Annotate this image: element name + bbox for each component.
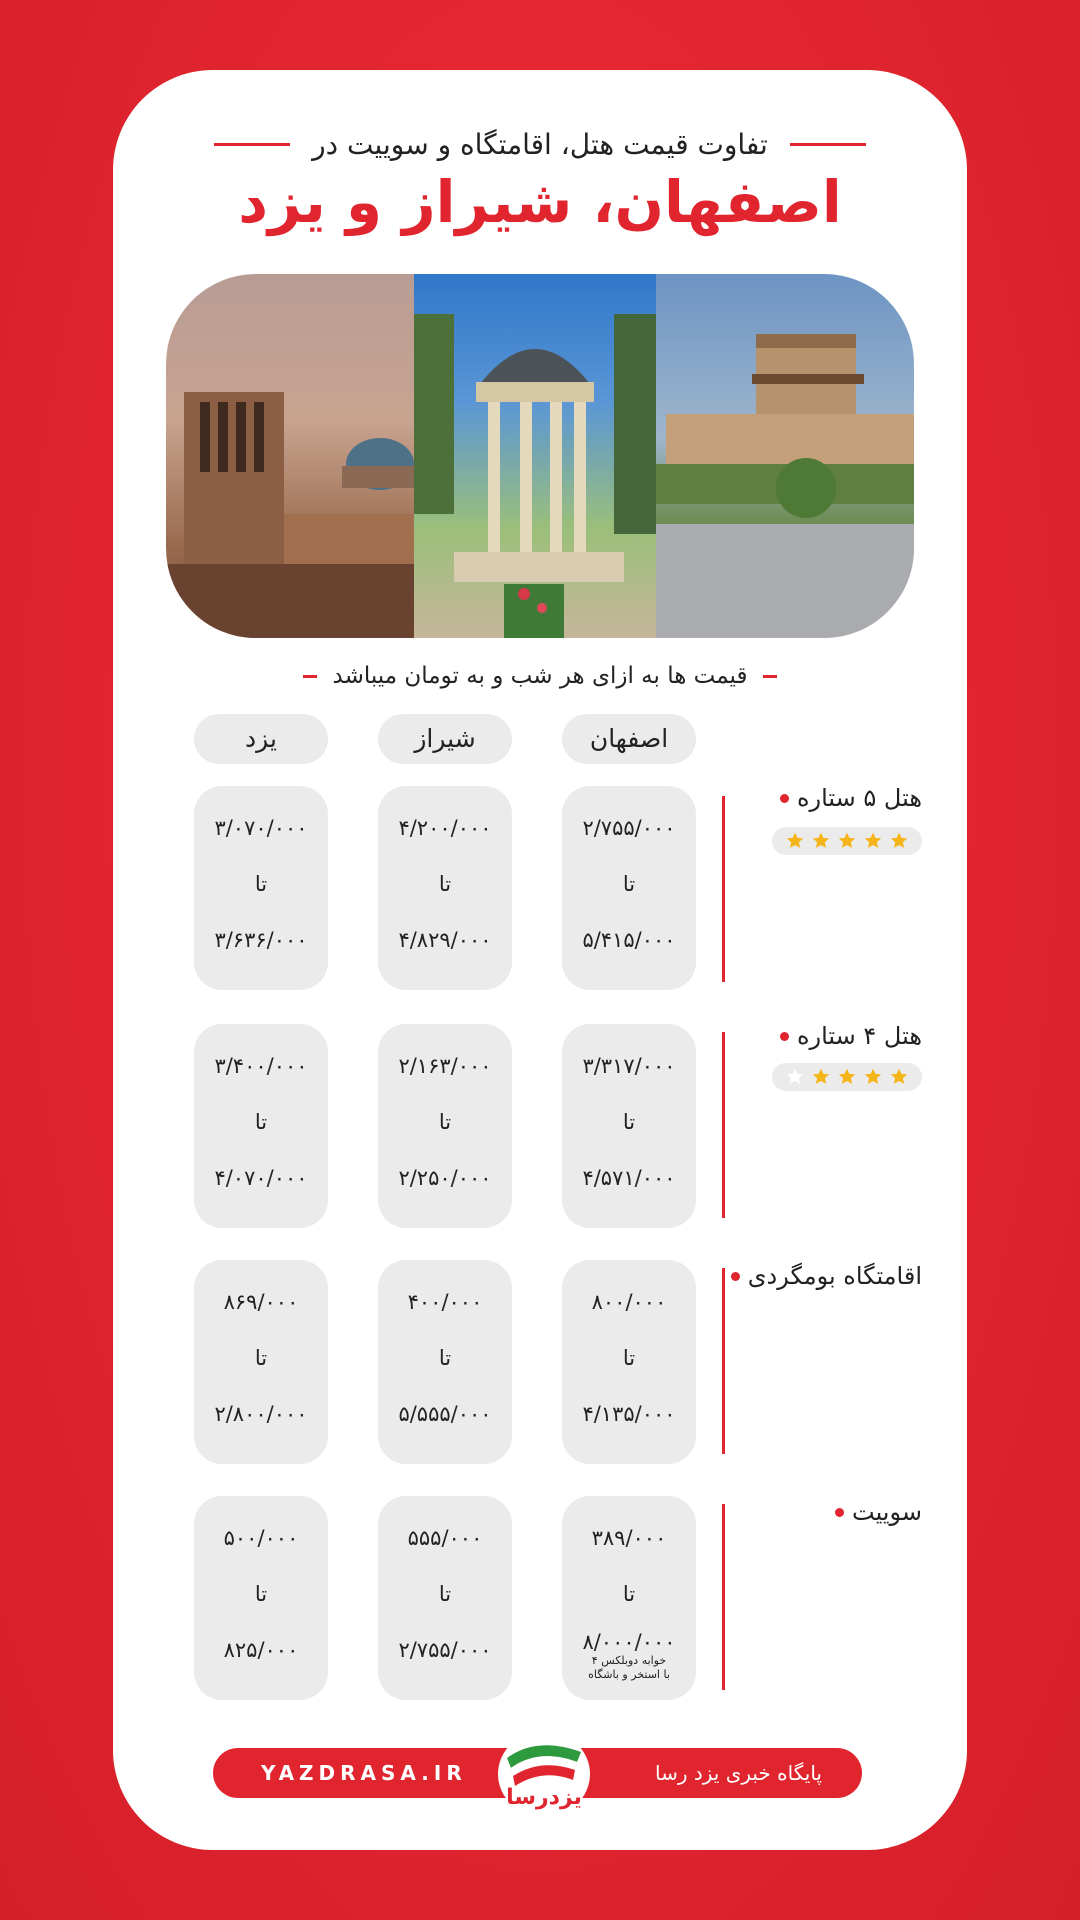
price-to: ۴/۸۲۹/۰۰۰ <box>398 928 492 952</box>
price-cell-isfahan-ecolodge <box>562 1260 696 1464</box>
row-label-text: هتل ۵ ستاره <box>796 784 922 812</box>
price-sep: تا <box>438 1110 452 1134</box>
bullet-dot-icon <box>780 794 789 803</box>
row-label-suite <box>835 1498 922 1526</box>
price-cell-shiraz-4star <box>378 1024 512 1228</box>
star-icon <box>889 831 909 851</box>
price-notice: قیمت ها به ازای هر شب و به تومان میباشد <box>332 663 748 689</box>
subtitle-row <box>0 122 1080 166</box>
row-label-text: سوییت <box>852 1498 922 1526</box>
price-sep: تا <box>622 1346 636 1370</box>
star-icon <box>811 831 831 851</box>
price-from: ۴۰۰/۰۰۰ <box>407 1290 483 1314</box>
star-icon <box>863 1067 883 1087</box>
row-divider-line <box>722 1032 725 1218</box>
price-from: ۳/۳۱۷/۰۰۰ <box>582 1054 676 1078</box>
yazdrasa-logo <box>497 1730 591 1818</box>
yazd-photo <box>166 274 414 638</box>
logo-text: یزدرسا <box>506 1785 582 1810</box>
price-cell-yazd-5star <box>194 786 328 990</box>
price-to: ۵/۴۱۵/۰۰۰ <box>582 928 676 952</box>
star-icon <box>837 1067 857 1087</box>
row-label-eco-lodge <box>731 1262 922 1290</box>
price-sep: تا <box>438 1346 452 1370</box>
star-empty-icon <box>785 1067 805 1087</box>
notice-left-dash <box>303 675 317 678</box>
price-cell-shiraz-5star <box>378 786 512 990</box>
price-note-line: با استخر و باشگاه <box>588 1668 670 1681</box>
price-to: ۸/۰۰۰/۰۰۰ <box>582 1630 676 1654</box>
price-to: ۸۲۵/۰۰۰ <box>223 1638 299 1662</box>
column-header-yazd: یزد <box>194 714 328 764</box>
row-label-4-star-hotel <box>780 1022 922 1050</box>
star-rating-5 <box>772 827 922 855</box>
row-divider-line <box>722 1268 725 1454</box>
price-from: ۸۶۹/۰۰۰ <box>223 1290 299 1314</box>
bullet-dot-icon <box>780 1032 789 1041</box>
row-label-text: اقامتگاه بومگردی <box>747 1262 922 1290</box>
row-divider-line <box>722 1504 725 1690</box>
footer-site-name: پایگاه خبری یزد رسا <box>654 1761 822 1785</box>
price-from: ۲/۷۵۵/۰۰۰ <box>582 816 676 840</box>
footer-site-url[interactable]: YAZDRASA.IR <box>261 1761 467 1785</box>
price-to: ۳/۶۳۶/۰۰۰ <box>214 928 308 952</box>
price-from: ۳/۴۰۰/۰۰۰ <box>214 1054 308 1078</box>
star-icon <box>785 831 805 851</box>
star-icon <box>811 1067 831 1087</box>
price-cell-yazd-suite <box>194 1496 328 1700</box>
price-sep: تا <box>254 1110 268 1134</box>
price-from: ۳/۰۷۰/۰۰۰ <box>214 816 308 840</box>
price-cell-isfahan-4star <box>562 1024 696 1228</box>
price-from: ۳۸۹/۰۰۰ <box>591 1526 667 1550</box>
price-cell-yazd-ecolodge <box>194 1260 328 1464</box>
column-header-isfahan: اصفهان <box>562 714 696 764</box>
price-cell-yazd-4star <box>194 1024 328 1228</box>
row-divider-line <box>722 796 725 982</box>
price-cell-isfahan-suite <box>562 1496 696 1700</box>
price-sep: تا <box>254 1346 268 1370</box>
page-title: اصفهان، شیراز و یزد <box>238 168 842 236</box>
subtitle: تفاوت قیمت هتل، اقامتگاه و سوییت در <box>312 127 768 161</box>
price-sep: تا <box>254 872 268 896</box>
star-icon <box>889 1067 909 1087</box>
price-to: ۴/۵۷۱/۰۰۰ <box>582 1166 676 1190</box>
star-icon <box>863 831 883 851</box>
price-cell-isfahan-5star <box>562 786 696 990</box>
star-rating-4 <box>772 1063 922 1091</box>
price-from: ۴/۲۰۰/۰۰۰ <box>398 816 492 840</box>
price-to: ۲/۸۰۰/۰۰۰ <box>214 1402 308 1426</box>
subtitle-left-dash <box>214 143 290 146</box>
price-to: ۴/۰۷۰/۰۰۰ <box>214 1166 308 1190</box>
city-photo-collage <box>166 274 914 638</box>
row-label-5-star-hotel <box>780 784 922 812</box>
price-sep: تا <box>438 1582 452 1606</box>
shiraz-photo <box>414 274 656 638</box>
price-from: ۵۰۰/۰۰۰ <box>223 1526 299 1550</box>
column-header-shiraz: شیراز <box>378 714 512 764</box>
price-sep: تا <box>622 1110 636 1134</box>
price-note-line: ۴ خوابه دوبلکس <box>591 1654 667 1667</box>
bullet-dot-icon <box>835 1508 844 1517</box>
price-to: ۲/۷۵۵/۰۰۰ <box>398 1638 492 1662</box>
price-sep: تا <box>438 872 452 896</box>
price-sep: تا <box>622 872 636 896</box>
price-sep: تا <box>254 1582 268 1606</box>
isfahan-photo <box>656 274 914 638</box>
price-from: ۲/۱۶۳/۰۰۰ <box>398 1054 492 1078</box>
price-notice-row <box>0 656 1080 696</box>
price-from: ۵۵۵/۰۰۰ <box>407 1526 483 1550</box>
notice-right-dash <box>763 675 777 678</box>
subtitle-right-dash <box>790 143 866 146</box>
bullet-dot-icon <box>731 1272 740 1281</box>
price-to: ۴/۱۳۵/۰۰۰ <box>582 1402 676 1426</box>
price-sep: تا <box>622 1582 636 1606</box>
price-from: ۸۰۰/۰۰۰ <box>591 1290 667 1314</box>
price-cell-shiraz-ecolodge <box>378 1260 512 1464</box>
price-to: ۲/۲۵۰/۰۰۰ <box>398 1166 492 1190</box>
star-icon <box>837 831 857 851</box>
price-cell-shiraz-suite <box>378 1496 512 1700</box>
price-to: ۵/۵۵۵/۰۰۰ <box>398 1402 492 1426</box>
price-note <box>562 1654 696 1682</box>
row-label-text: هتل ۴ ستاره <box>796 1022 922 1050</box>
